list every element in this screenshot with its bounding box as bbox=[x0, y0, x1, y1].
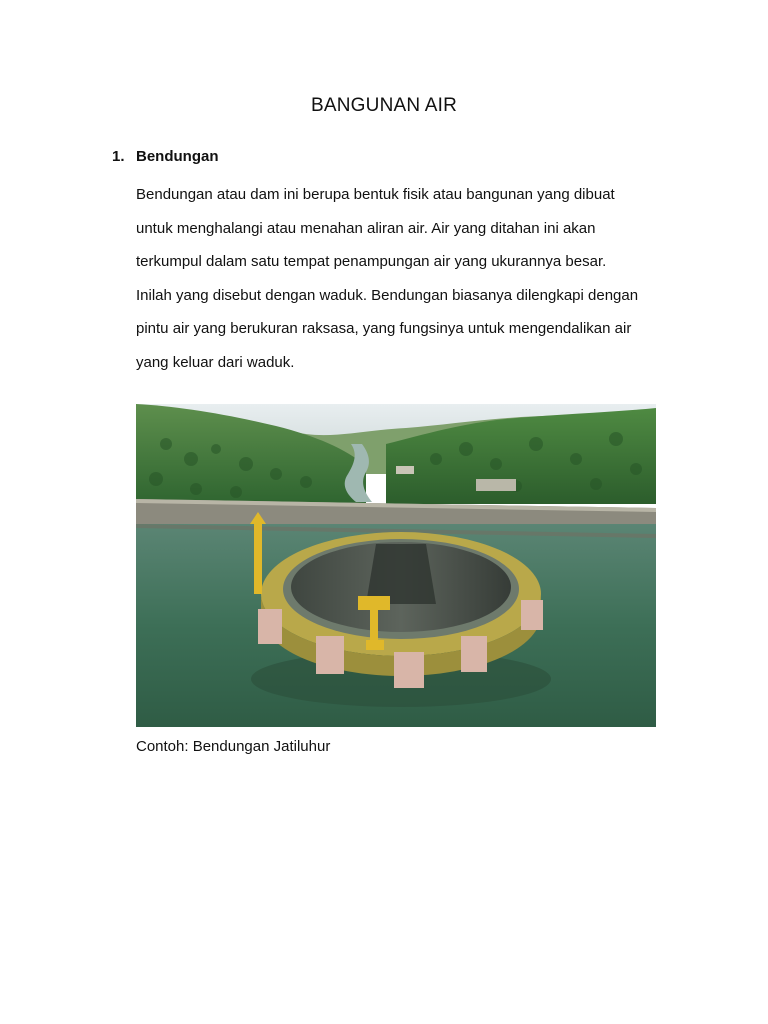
photo-caption: Contoh: Bendungan Jatiluhur bbox=[136, 738, 331, 755]
paragraph-line: Inilah yang disebut dengan waduk. Bendungan biasanya dilengkapi dengan bbox=[136, 286, 639, 304]
section-heading-label: Bendungan bbox=[136, 148, 219, 165]
building bbox=[396, 466, 414, 474]
paragraph-line: yang keluar dari waduk. bbox=[136, 353, 295, 371]
paragraph-line: pintu air yang berukuran raksasa, yang fungsinya untuk mengendalikan air bbox=[136, 320, 632, 338]
paragraph-line: terkumpul dalam satu tempat penampungan air yang ukurannya besar. bbox=[136, 253, 607, 271]
paragraph-line: Bendungan atau dam ini berupa bentuk fisik atau bangunan yang dibuat bbox=[136, 186, 615, 203]
shaft-gate bbox=[366, 544, 436, 604]
building bbox=[476, 479, 516, 491]
section-number: 1. bbox=[112, 148, 125, 165]
page-title: BANGUNAN AIR bbox=[311, 95, 457, 116]
paragraph-line: untuk menghalangi atau menahan aliran air. Air yang ditahan ini akan bbox=[136, 219, 596, 237]
dam-photo bbox=[136, 404, 656, 727]
section-heading bbox=[112, 148, 219, 165]
section-paragraph bbox=[136, 178, 676, 380]
